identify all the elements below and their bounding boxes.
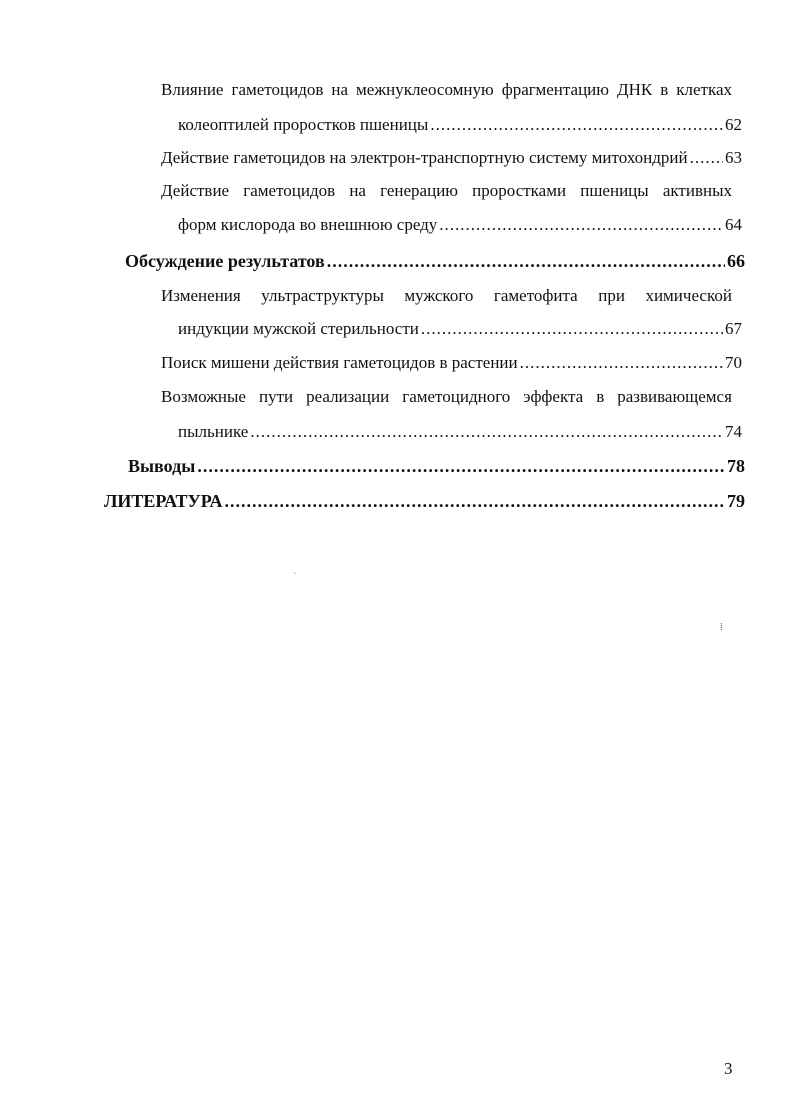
toc-entry-title: колеоптилей проростков пшеницы	[178, 115, 429, 134]
toc-entry-leader-line	[178, 214, 742, 236]
dot-leader	[224, 490, 725, 512]
toc-entry-leader-line	[178, 421, 742, 443]
word: гаметоцидов	[231, 80, 324, 99]
word: в	[596, 387, 605, 406]
toc-entry-title: пыльнике	[178, 422, 249, 441]
word: Изменения	[161, 286, 241, 305]
toc-entry-leader-line	[161, 352, 742, 374]
dot-leader	[430, 114, 723, 136]
word: Действие	[161, 181, 230, 200]
word: при	[598, 286, 625, 305]
word: ДНК	[616, 80, 653, 99]
word: химической	[645, 286, 732, 305]
word: на	[331, 80, 349, 99]
word: гаметоцидного	[402, 387, 511, 406]
toc-entry-line	[161, 386, 732, 408]
toc-page-number: 63	[725, 148, 742, 167]
word: проростками	[472, 181, 567, 200]
toc-entry-title: Поиск мишени действия гаметоцидов в растении	[161, 353, 518, 372]
word: мужского	[404, 286, 474, 305]
word: на	[349, 181, 366, 200]
toc-entry-leader-line	[178, 114, 742, 136]
toc-chapter-title: ЛИТЕРАТУРА	[104, 491, 223, 511]
dot-leader	[250, 421, 723, 443]
toc-entry-line	[161, 285, 732, 307]
toc-page-number: 67	[725, 319, 742, 338]
toc-entry-line	[161, 79, 732, 101]
word: генерацию	[380, 181, 459, 200]
toc-page-number: 66	[727, 251, 745, 271]
word: в	[660, 80, 669, 99]
dot-leader	[690, 147, 723, 169]
toc-chapter-line	[125, 250, 745, 272]
toc-entry-title: Действие гаметоцидов на электрон-транспортную систему митохондрий	[161, 148, 688, 167]
toc-entry-title: форм кислорода во внешнюю среду	[178, 215, 438, 234]
word: фрагментацию	[501, 80, 609, 99]
page-number: 3	[724, 1059, 733, 1078]
toc-page-number: 64	[725, 215, 742, 234]
word: реализации	[306, 387, 390, 406]
word: Влияние	[161, 80, 224, 99]
word: Возможные	[161, 387, 246, 406]
toc-page-number: 74	[725, 422, 742, 441]
dot-leader	[520, 352, 723, 374]
word: развивающемся	[617, 387, 732, 406]
scan-speck: `	[293, 572, 297, 583]
word: ультраструктуры	[261, 286, 384, 305]
toc-page-number: 79	[727, 491, 745, 511]
toc-chapter-title: Выводы	[128, 456, 196, 476]
toc-entry-leader-line	[161, 147, 742, 169]
toc-chapter-title: Обсуждение результатов	[125, 251, 325, 271]
word: гаметофита	[493, 286, 578, 305]
toc-chapter-line	[104, 490, 745, 512]
dot-leader	[197, 455, 725, 477]
dot-leader	[327, 250, 725, 272]
dot-leader	[439, 214, 723, 236]
scan-speck: ⁞	[720, 622, 723, 633]
toc-page-number: 70	[725, 353, 742, 372]
word: межнуклеосомную	[356, 80, 494, 99]
word: пшеницы	[580, 181, 649, 200]
word: эффекта	[523, 387, 584, 406]
word: клетках	[676, 80, 732, 99]
toc-page-number: 62	[725, 115, 742, 134]
word: активных	[662, 181, 732, 200]
word: пути	[258, 387, 294, 406]
toc-entry-line	[161, 180, 732, 202]
dot-leader	[421, 318, 723, 340]
toc-chapter-line	[128, 455, 745, 477]
toc-entry-leader-line	[178, 318, 742, 340]
toc-page-number: 78	[727, 456, 745, 476]
word: гаметоцидов	[243, 181, 336, 200]
toc-entry-title: индукции мужской стерильности	[178, 319, 419, 338]
